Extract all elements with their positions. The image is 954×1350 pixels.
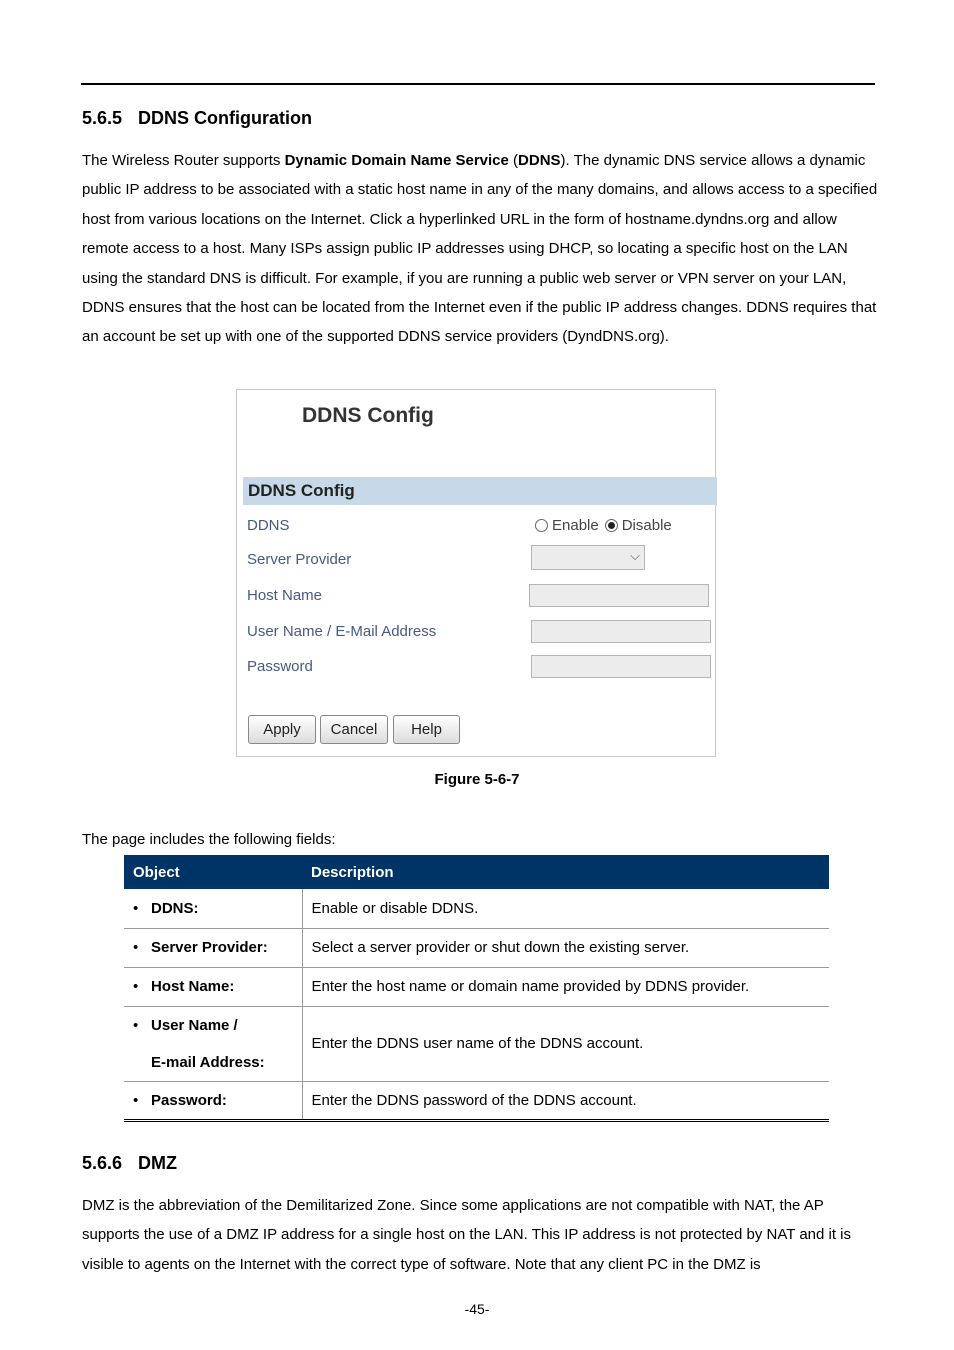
- table-header-row: [124, 855, 829, 889]
- bullet-icon: •: [133, 1016, 139, 1034]
- section-heading-ddns: [82, 108, 312, 129]
- row-object: [124, 1081, 302, 1120]
- row-description: Select a server provider or shut down the existing server.: [302, 928, 829, 967]
- enable-radio[interactable]: [535, 519, 548, 532]
- table-row: [124, 928, 829, 967]
- object-label: User Name /: [151, 1016, 238, 1034]
- user-name-input[interactable]: [531, 620, 711, 643]
- section-header-title: DDNS Config: [248, 481, 355, 500]
- section-number: 5.6.6: [82, 1153, 123, 1173]
- intro-bold-acronym: DDNS: [518, 152, 561, 169]
- disable-radio[interactable]: [605, 519, 618, 532]
- disable-radio-label[interactable]: Disable: [621, 517, 672, 534]
- header-object: Object: [124, 855, 302, 889]
- row-description: Enable or disable DDNS.: [302, 889, 829, 928]
- intro-text: The Wireless Router supports: [82, 152, 285, 169]
- bullet-icon: •: [133, 939, 139, 956]
- intro-bold-term: Dynamic Domain Name Service: [284, 152, 509, 169]
- row-object: [124, 928, 302, 967]
- object-label: E-mail Address:: [151, 1053, 265, 1071]
- host-name-input[interactable]: [529, 584, 709, 607]
- fields-table: [124, 855, 829, 1122]
- header-description: Description: [302, 855, 829, 889]
- page-number: -45-: [464, 1301, 490, 1317]
- ddns-intro-paragraph: [82, 146, 882, 352]
- apply-button[interactable]: Apply: [248, 715, 316, 744]
- chevron-down-icon: ⌵: [630, 548, 640, 563]
- section-heading-dmz: [82, 1153, 177, 1174]
- row-description: Enter the DDNS user name of the DDNS account.: [302, 1006, 829, 1081]
- row-description: Enter the DDNS password of the DDNS account.: [302, 1081, 829, 1120]
- user-name-label: User Name / E-Mail Address: [247, 623, 437, 640]
- dmz-paragraph: DMZ is the abbreviation of the Demilitarized Zone. Since some applications are not compatible with NAT, the AP supports the use of a DMZ IP address for a single host on the LAN. This IP address is not protected by NAT and it is visible to agents on the Internet with the correct type of software. Note that any client PC in the DMZ is: [82, 1197, 852, 1273]
- host-name-label: Host Name: [247, 587, 323, 604]
- object-label: DDNS:: [151, 899, 199, 917]
- row-object: [124, 967, 302, 1006]
- header-rule: [81, 83, 875, 85]
- row-description: Enter the host name or domain name provided by DDNS provider.: [302, 967, 829, 1006]
- enable-radio-label[interactable]: Enable: [552, 517, 599, 534]
- row-object: [124, 1006, 302, 1081]
- table-row: [124, 967, 829, 1006]
- server-provider-label: Server Provider: [247, 551, 352, 568]
- page-title: DDNS Config: [302, 404, 434, 427]
- intro-text: (: [508, 152, 519, 169]
- section-title: DMZ: [138, 1153, 177, 1173]
- table-row: [124, 889, 829, 928]
- ddns-label: DDNS: [247, 517, 290, 534]
- server-provider-select[interactable]: [531, 545, 645, 570]
- section-title: DDNS Configuration: [138, 108, 312, 128]
- ddns-config-screenshot: [236, 389, 716, 757]
- help-button[interactable]: Help: [393, 715, 460, 744]
- bullet-icon: •: [133, 978, 139, 995]
- object-label: Password:: [151, 1091, 227, 1109]
- object-label: Host Name:: [151, 978, 235, 995]
- object-label: Server Provider:: [151, 939, 268, 956]
- figure-caption: Figure 5-6-7: [434, 771, 520, 788]
- row-object: [124, 889, 302, 928]
- password-input[interactable]: [531, 655, 711, 678]
- table-row: [124, 1006, 829, 1081]
- table-row: [124, 1081, 829, 1120]
- ddns-radio-group: [535, 517, 678, 534]
- intro-text: ). The dynamic DNS service allows a dynamic public IP address to be associated with a static host name in any of the many domains, and allows access to a specified host from various locations on the Internet. Click a hyperlinked URL in the form of hostname.dyndns.org and allow remote access to a host. Many ISPs assign public IP addresses using DHCP, so locating a specific host on the LAN using the standard DNS is difficult. For example, if you are running a public web server or VPN server on your LAN, DDNS ensures that the host can be located from the Internet even if the public IP address changes. DDNS requires that an account be set up with one of the supported DDNS service providers (DyndDNS.org).: [82, 152, 878, 346]
- section-header-band: [243, 477, 717, 505]
- cancel-button[interactable]: Cancel: [320, 715, 388, 744]
- bullet-icon: •: [133, 899, 139, 917]
- fields-intro: The page includes the following fields:: [82, 831, 336, 848]
- section-number: 5.6.5: [82, 108, 123, 128]
- bullet-icon: •: [133, 1091, 139, 1109]
- password-label: Password: [247, 658, 313, 675]
